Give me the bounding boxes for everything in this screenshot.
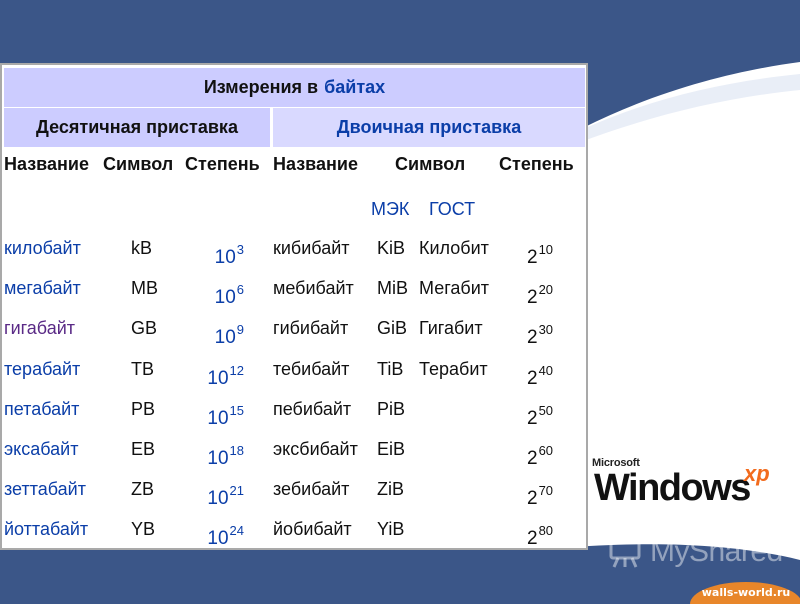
dec-power-exponent: 18 — [229, 443, 244, 458]
iec-symbol: TiB — [377, 359, 404, 379]
iec-symbol: MiB — [377, 278, 408, 298]
bin-power-base: 2 — [527, 368, 538, 389]
bin-power-exponent: 60 — [538, 443, 554, 458]
dec-symbol: TB — [131, 359, 155, 379]
bin-power — [527, 363, 553, 390]
dec-power — [207, 443, 244, 470]
bin-name: йобибайт — [273, 519, 352, 539]
dec-power — [215, 322, 244, 349]
dec-name-link[interactable]: терабайт — [4, 359, 81, 379]
bin-power-base: 2 — [527, 408, 538, 429]
dec-name-link[interactable]: зеттабайт — [4, 479, 86, 499]
microsoft-wordmark: Microsoft — [592, 457, 640, 469]
bin-name: зебибайт — [273, 479, 350, 499]
bin-name: гибибайт — [273, 318, 349, 338]
dec-name-link[interactable]: йоттабайт — [4, 519, 89, 539]
iec-symbol: PiB — [377, 399, 406, 419]
walls-world-badge: walls-world.ru — [690, 582, 800, 604]
iec-symbol: KiB — [377, 238, 406, 258]
iec-symbol: ZiB — [377, 479, 404, 499]
bin-name: мебибайт — [273, 278, 354, 298]
bin-power-base: 2 — [527, 327, 538, 348]
dec-power-base: 10 — [207, 408, 229, 429]
bin-power — [527, 322, 553, 349]
dec-power — [207, 483, 244, 510]
dec-power — [207, 403, 244, 430]
decimal-prefix-header: Десятичная приставка — [4, 108, 270, 147]
bin-power-exponent: 70 — [538, 483, 554, 498]
byte-units-table — [0, 63, 588, 550]
dec-symbol: ZB — [131, 479, 155, 499]
bin-name: пебибайт — [273, 399, 352, 419]
bytes-link[interactable]: байтах — [324, 77, 386, 97]
dec-power-base: 10 — [207, 368, 229, 389]
dec-power-exponent: 3 — [236, 242, 244, 257]
bin-power — [527, 242, 553, 269]
dec-power-base: 10 — [207, 528, 229, 549]
dec-power — [215, 282, 244, 309]
dec-name-link[interactable]: мегабайт — [4, 278, 81, 298]
dec-power — [207, 363, 244, 390]
table-title — [4, 68, 585, 107]
column-header-dec-name: Название — [4, 154, 89, 174]
myshared-watermark — [608, 532, 783, 572]
bin-power-exponent: 50 — [538, 403, 554, 418]
column-header-dec-symbol: Символ — [103, 154, 174, 174]
bin-power-exponent: 40 — [538, 363, 554, 378]
gost-symbol: Мегабит — [419, 278, 489, 298]
xp-wordmark: xp — [744, 461, 770, 486]
bin-power-base: 2 — [527, 488, 538, 509]
iec-symbol: GiB — [377, 318, 408, 338]
gost-symbol: Терабит — [419, 359, 488, 379]
dec-power-exponent: 24 — [229, 523, 244, 538]
dec-name-link[interactable]: килобайт — [4, 238, 81, 258]
dec-power-exponent: 6 — [236, 282, 244, 297]
dec-symbol: YB — [131, 519, 156, 539]
windows-xp-logo — [592, 455, 792, 515]
bin-power-base: 2 — [527, 448, 538, 469]
gost-symbol: Гигабит — [419, 318, 483, 338]
bin-name: тебибайт — [273, 359, 350, 379]
bin-name: эксбибайт — [273, 439, 358, 459]
gost-symbol: Килобит — [419, 238, 489, 258]
dec-power — [215, 242, 244, 269]
bin-power — [527, 282, 553, 309]
iec-symbol: EiB — [377, 439, 406, 459]
bin-power-exponent: 30 — [538, 322, 554, 337]
table-title-text: Измерения в — [203, 77, 319, 97]
bin-power-base: 2 — [527, 287, 538, 308]
binary-prefix-link[interactable]: Двоичная приставка — [273, 108, 585, 147]
dec-name-link[interactable]: эксабайт — [4, 439, 79, 459]
bin-power — [527, 403, 553, 430]
presentation-board-icon — [608, 535, 642, 569]
gost-link[interactable]: ГОСТ — [429, 199, 476, 219]
myshared-text: MyShared — [650, 535, 783, 568]
bin-power — [527, 483, 553, 510]
bin-power — [527, 443, 553, 470]
column-header-bin-symbol: Символ — [395, 154, 466, 174]
bin-power-exponent: 80 — [538, 523, 554, 538]
iec-link[interactable]: МЭК — [371, 199, 410, 219]
dec-name-link[interactable]: гигабайт — [4, 318, 76, 338]
bin-power-base: 2 — [527, 247, 538, 268]
column-header-bin-name: Название — [273, 154, 358, 174]
iec-symbol: YiB — [377, 519, 405, 539]
bin-power-exponent: 10 — [538, 242, 554, 257]
dec-power-exponent: 21 — [229, 483, 244, 498]
dec-power-exponent: 15 — [229, 403, 244, 418]
dec-power-exponent: 12 — [229, 363, 244, 378]
bin-name: кибибайт — [273, 238, 350, 258]
dec-symbol: PB — [131, 399, 156, 419]
windows-wordmark: Windows — [594, 467, 750, 509]
column-header-dec-power: Степень — [185, 154, 260, 174]
dec-name-link[interactable]: петабайт — [4, 399, 80, 419]
dec-power-base: 10 — [214, 287, 236, 308]
bin-power-exponent: 20 — [538, 282, 554, 297]
dec-power-base: 10 — [214, 247, 236, 268]
dec-power — [207, 523, 244, 550]
dec-power-base: 10 — [214, 327, 236, 348]
dec-symbol: GB — [131, 318, 158, 338]
dec-symbol: kB — [131, 238, 153, 258]
bin-power — [527, 523, 553, 550]
dec-symbol: MB — [131, 278, 158, 298]
dec-power-exponent: 9 — [236, 322, 244, 337]
bin-power-base: 2 — [527, 528, 538, 549]
dec-power-base: 10 — [207, 488, 229, 509]
dec-power-base: 10 — [207, 448, 229, 469]
column-header-bin-power: Степень — [499, 154, 574, 174]
dec-symbol: EB — [131, 439, 156, 459]
